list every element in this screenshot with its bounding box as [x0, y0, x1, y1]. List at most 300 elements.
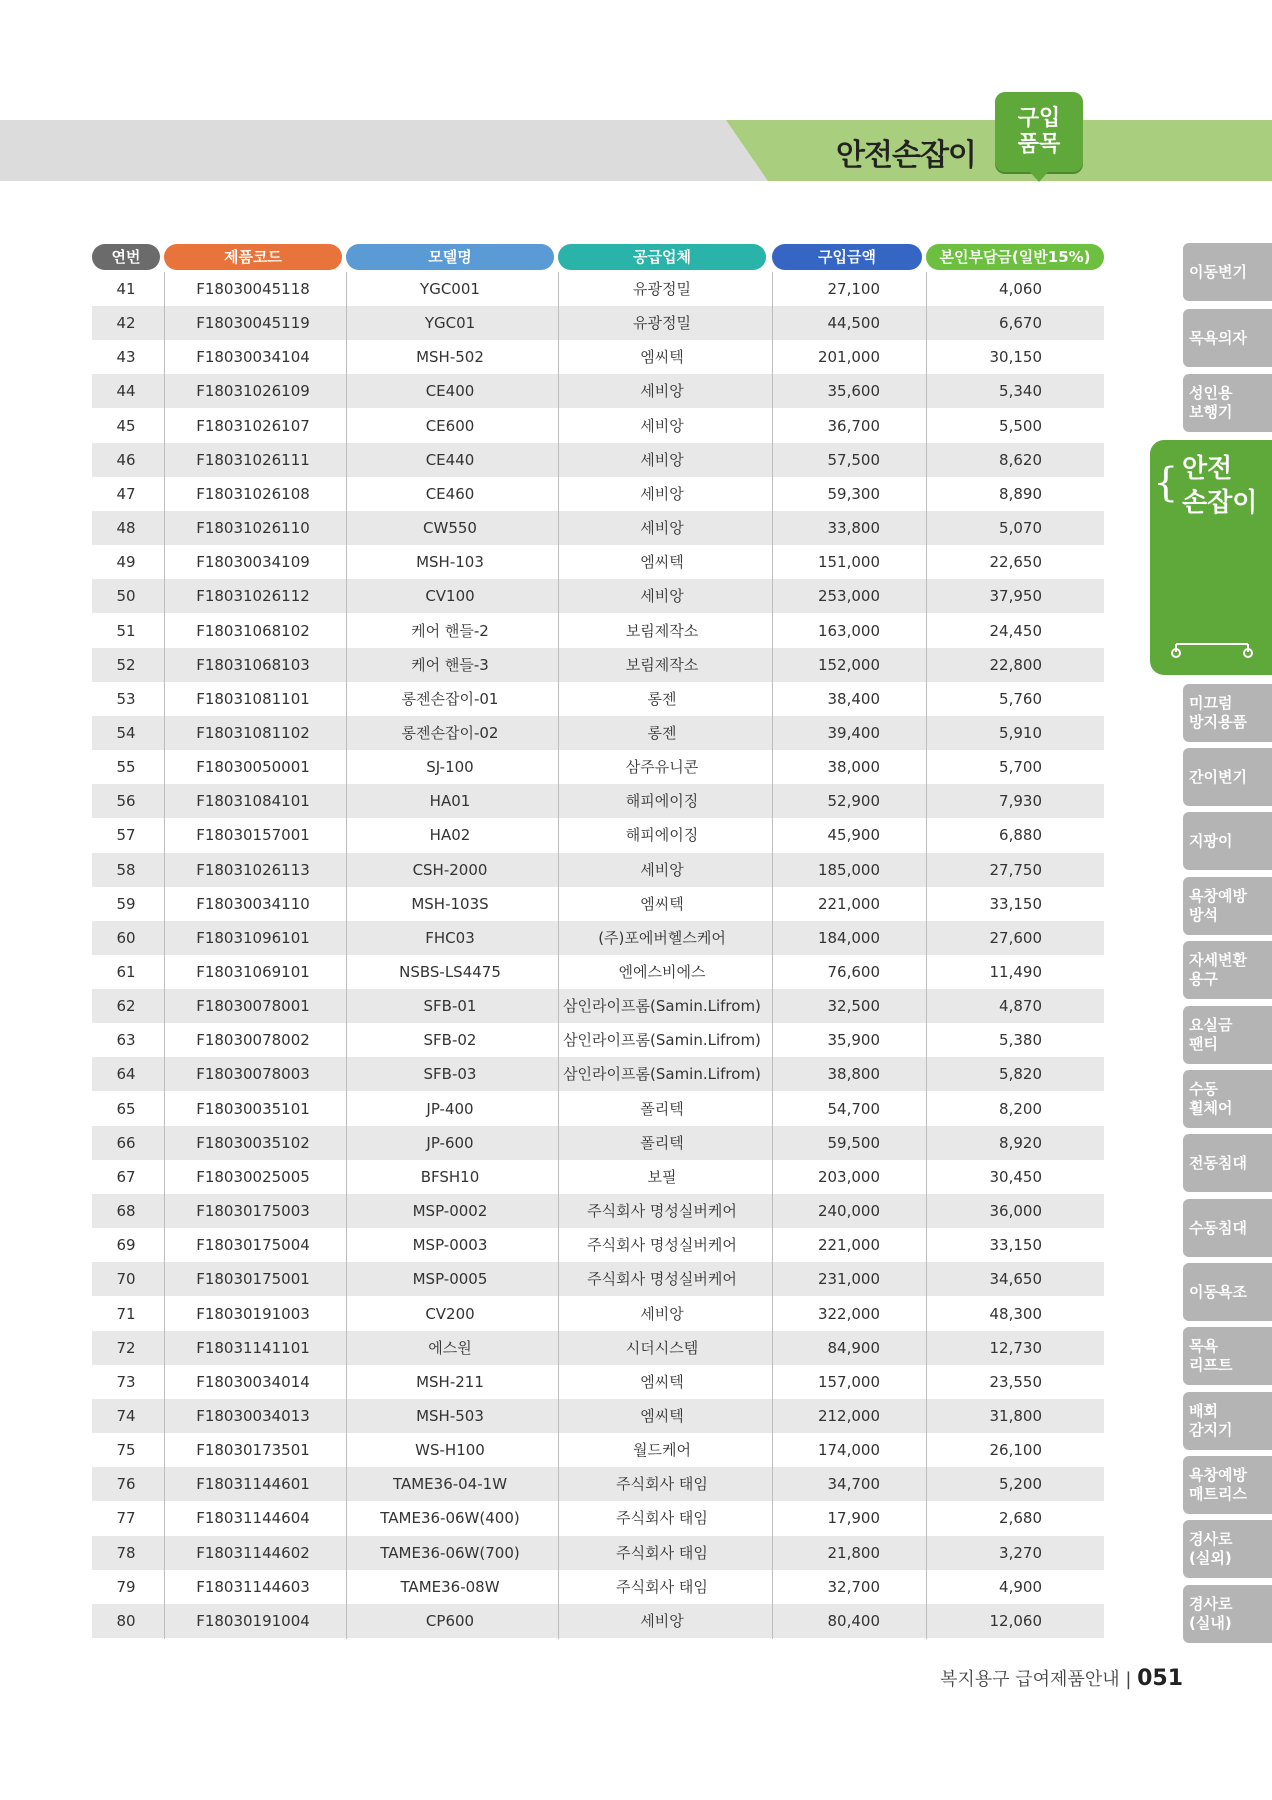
- cell-product-code: F18030175003: [196, 1202, 310, 1221]
- cell-price: 33,800: [827, 519, 880, 538]
- cell-supplier: 세비앙: [640, 382, 684, 401]
- table-row: [92, 750, 1104, 784]
- cell-supplier: 세비앙: [640, 416, 684, 435]
- cell-product-code: F18031026111: [196, 450, 310, 469]
- column-divider: [772, 272, 773, 1639]
- side-tab-line: (실내): [1189, 1614, 1232, 1632]
- cell-model: 케어 핸들-2: [411, 621, 489, 640]
- cell-copay: 8,920: [999, 1133, 1042, 1152]
- cell-product-code: F18030034014: [196, 1372, 310, 1391]
- side-active-line2: 손잡이: [1182, 488, 1258, 518]
- table-row: [92, 1331, 1104, 1365]
- cell-price: 39,400: [827, 723, 880, 742]
- column-divider: [558, 272, 559, 1639]
- cell-no: 48: [116, 519, 136, 538]
- cell-price: 38,800: [827, 1065, 880, 1084]
- side-tab-line: 배회: [1189, 1402, 1218, 1420]
- side-tab-line: 목욕: [1189, 1337, 1218, 1355]
- cell-supplier: 엠씨텍: [640, 553, 684, 572]
- cell-supplier: 세비앙: [640, 1611, 684, 1630]
- side-tab-line: 미끄럼: [1189, 694, 1233, 712]
- cell-model: MSH-502: [416, 348, 484, 367]
- cell-supplier: 주식회사 태임: [616, 1509, 708, 1528]
- cell-supplier: 주식회사 태임: [616, 1543, 708, 1562]
- cell-model: MSH-211: [416, 1372, 484, 1391]
- side-tab[interactable]: [1183, 1327, 1272, 1385]
- cell-copay: 5,910: [999, 723, 1042, 742]
- cell-supplier: 세비앙: [640, 1304, 684, 1323]
- side-tab[interactable]: [1183, 374, 1272, 432]
- side-tab-line: 수동: [1189, 1080, 1218, 1098]
- side-tab-label: [1189, 768, 1247, 787]
- cell-model: CV100: [425, 587, 475, 606]
- cell-product-code: F18031084101: [196, 792, 310, 811]
- cell-no: 64: [116, 1065, 136, 1084]
- cell-copay: 27,600: [989, 928, 1042, 947]
- side-tab-line: 욕창예방: [1189, 1466, 1247, 1484]
- cell-product-code: F18031081102: [196, 723, 310, 742]
- cell-product-code: F18030078003: [196, 1065, 310, 1084]
- table-row: [92, 955, 1104, 989]
- cell-no: 54: [116, 723, 136, 742]
- cell-product-code: F18030050001: [196, 758, 310, 777]
- column-divider: [926, 272, 927, 1639]
- cell-model: CW550: [423, 519, 477, 538]
- cell-no: 72: [116, 1338, 136, 1357]
- cell-model: 에스원: [428, 1338, 472, 1357]
- page-number: 051: [1137, 1666, 1184, 1691]
- table-row: [92, 682, 1104, 716]
- cell-copay: 8,620: [999, 450, 1042, 469]
- table-row: [92, 1467, 1104, 1501]
- table-row: [92, 1194, 1104, 1228]
- side-tab-line: 간이변기: [1189, 767, 1247, 786]
- side-tab-label: [1189, 887, 1247, 925]
- cell-copay: 6,880: [999, 826, 1042, 845]
- cell-model: CE460: [425, 484, 475, 503]
- header-model: 모델명: [346, 244, 554, 270]
- cell-price: 221,000: [817, 894, 880, 913]
- cell-product-code: F18030157001: [196, 826, 310, 845]
- cell-no: 66: [116, 1133, 136, 1152]
- cell-copay: 31,800: [989, 1406, 1042, 1425]
- side-tab-line: 목욕의자: [1189, 328, 1247, 347]
- cell-price: 253,000: [817, 587, 880, 606]
- cell-no: 70: [116, 1270, 136, 1289]
- cell-price: 54,700: [827, 1099, 880, 1118]
- table-row: [92, 1126, 1104, 1160]
- side-tab[interactable]: [1183, 748, 1272, 806]
- cell-copay: 5,700: [999, 758, 1042, 777]
- side-tab[interactable]: [1183, 877, 1272, 935]
- cell-product-code: F18030173501: [196, 1441, 310, 1460]
- table-row: [92, 306, 1104, 340]
- cell-no: 77: [116, 1509, 136, 1528]
- cell-supplier: 해피에이징: [625, 792, 699, 811]
- cell-price: 52,900: [827, 792, 880, 811]
- cell-no: 50: [116, 587, 136, 606]
- cell-price: 84,900: [827, 1338, 880, 1357]
- cell-copay: 4,060: [999, 280, 1042, 298]
- side-tab[interactable]: [1183, 1070, 1272, 1128]
- table-row: [92, 1228, 1104, 1262]
- cell-supplier: 엠씨텍: [640, 1406, 684, 1425]
- cell-product-code: F18030045118: [196, 280, 310, 298]
- cell-supplier: 롱젠: [647, 689, 677, 708]
- column-divider: [346, 272, 347, 1639]
- cell-no: 41: [116, 280, 136, 298]
- cell-copay: 30,450: [989, 1167, 1042, 1186]
- table-row: [92, 1262, 1104, 1296]
- cell-no: 73: [116, 1372, 136, 1391]
- cell-copay: 5,200: [999, 1475, 1042, 1494]
- cell-copay: 5,070: [999, 519, 1042, 538]
- cell-supplier: 주식회사 명성실버케어: [587, 1270, 737, 1289]
- cell-model: MSH-503: [416, 1406, 484, 1425]
- cell-model: CSH-2000: [412, 860, 488, 879]
- cell-supplier: (주)포에버헬스케어: [598, 928, 726, 947]
- cell-no: 45: [116, 416, 136, 435]
- table-row: [92, 1433, 1104, 1467]
- side-tab[interactable]: [1183, 1199, 1272, 1257]
- cell-product-code: F18031026108: [196, 484, 310, 503]
- table-row: [92, 1023, 1104, 1057]
- cell-model: BFSH10: [420, 1167, 480, 1186]
- cell-no: 75: [116, 1441, 136, 1460]
- header-product-code: 제품코드: [164, 244, 342, 270]
- cell-supplier: 주식회사 태임: [616, 1577, 708, 1596]
- table-row: [92, 989, 1104, 1023]
- table-row: [92, 272, 1104, 306]
- cell-model: SJ-100: [426, 758, 474, 777]
- header-price: 구입금액: [772, 244, 922, 270]
- table-row: [92, 409, 1104, 443]
- side-tab[interactable]: [1183, 941, 1272, 999]
- cell-product-code: F18030078001: [196, 997, 310, 1016]
- side-tab[interactable]: [1183, 1585, 1272, 1643]
- table-row: [92, 921, 1104, 955]
- side-tab-label: [1189, 1154, 1247, 1173]
- side-tab-label: [1189, 1595, 1232, 1633]
- cell-no: 80: [116, 1611, 136, 1630]
- cell-no: 57: [116, 826, 136, 845]
- side-tab[interactable]: [1183, 1006, 1272, 1064]
- side-tab-label: [1189, 1219, 1247, 1238]
- cell-product-code: F18030175001: [196, 1270, 310, 1289]
- cell-product-code: F18031144602: [196, 1543, 310, 1562]
- cell-copay: 8,890: [999, 484, 1042, 503]
- side-tab-line: 리프트: [1189, 1356, 1233, 1374]
- cell-model: SFB-03: [423, 1065, 477, 1084]
- cell-price: 32,700: [827, 1577, 880, 1596]
- cell-copay: 5,500: [999, 416, 1042, 435]
- table-header: [92, 244, 1104, 272]
- cell-price: 174,000: [817, 1441, 880, 1460]
- cell-copay: 6,670: [999, 314, 1042, 333]
- cell-price: 17,900: [827, 1509, 880, 1528]
- cell-supplier: 삼인라이프롬(Samin.Lifrom): [563, 1065, 761, 1084]
- cell-no: 60: [116, 928, 136, 947]
- cell-copay: 5,340: [999, 382, 1042, 401]
- cell-model: TAME36-06W(400): [380, 1509, 520, 1528]
- cell-copay: 5,380: [999, 1031, 1042, 1050]
- cell-copay: 33,150: [989, 894, 1042, 913]
- cell-no: 69: [116, 1236, 136, 1255]
- cell-no: 53: [116, 689, 136, 708]
- cell-no: 47: [116, 484, 136, 503]
- cell-copay: 24,450: [989, 621, 1042, 640]
- cell-price: 35,600: [827, 382, 880, 401]
- table-row: [92, 818, 1104, 852]
- cell-copay: 22,650: [989, 553, 1042, 572]
- cell-product-code: F18030034013: [196, 1406, 310, 1425]
- purchase-items-tab: [995, 92, 1083, 172]
- table-row: [92, 579, 1104, 613]
- cell-product-code: F18031026110: [196, 519, 310, 538]
- table-row: [92, 1092, 1104, 1126]
- side-tab-line: 보행기: [1189, 403, 1233, 421]
- cell-no: 68: [116, 1202, 136, 1221]
- cell-model: 롱젠손잡이-02: [401, 723, 499, 742]
- cell-copay: 48,300: [989, 1304, 1042, 1323]
- cell-no: 79: [116, 1577, 136, 1596]
- cell-price: 38,000: [827, 758, 880, 777]
- cell-no: 59: [116, 894, 136, 913]
- header-supplier: 공급업체: [558, 244, 766, 270]
- side-tab[interactable]: [1183, 309, 1272, 367]
- cell-product-code: F18030035101: [196, 1099, 310, 1118]
- table-row: [92, 511, 1104, 545]
- table-row: [92, 374, 1104, 408]
- cell-model: CP600: [425, 1611, 475, 1630]
- table-row: [92, 1536, 1104, 1570]
- cell-no: 58: [116, 860, 136, 879]
- cell-supplier: 해피에이징: [625, 826, 699, 845]
- side-tab-line: 팬티: [1189, 1035, 1218, 1053]
- cell-copay: 37,950: [989, 587, 1042, 606]
- cell-product-code: F18030175004: [196, 1236, 310, 1255]
- cell-price: 76,600: [827, 963, 880, 981]
- cell-copay: 8,200: [999, 1099, 1042, 1118]
- side-tab-line: 욕창예방: [1189, 887, 1247, 905]
- cell-model: SFB-01: [423, 997, 477, 1016]
- side-tab[interactable]: [1183, 812, 1272, 870]
- cell-model: MSP-0003: [412, 1236, 488, 1255]
- cell-price: 57,500: [827, 450, 880, 469]
- side-tab-label: [1189, 1080, 1232, 1118]
- side-active-label: [1182, 452, 1257, 520]
- cell-no: 43: [116, 348, 136, 367]
- cell-model: TAME36-04-1W: [392, 1475, 508, 1494]
- side-tab-label: [1189, 1337, 1232, 1375]
- side-tab-line: 요실금: [1189, 1016, 1233, 1034]
- cell-supplier: 보림제작소: [625, 621, 699, 640]
- side-tab[interactable]: [1183, 684, 1272, 742]
- cell-supplier: 엠씨텍: [640, 1372, 684, 1391]
- grab-bar-icon: [1168, 638, 1256, 658]
- cell-no: 44: [116, 382, 136, 401]
- side-tab-label: [1189, 1466, 1247, 1504]
- cell-model: TAME36-06W(700): [380, 1543, 520, 1562]
- side-tab-label: [1189, 832, 1232, 851]
- cell-price: 157,000: [817, 1372, 880, 1391]
- cell-price: 151,000: [817, 553, 880, 572]
- cell-supplier: 시더시스템: [625, 1338, 699, 1357]
- cell-price: 21,800: [827, 1543, 880, 1562]
- cell-model: YGC001: [420, 280, 480, 298]
- cell-product-code: F18031081101: [196, 689, 310, 708]
- cell-model: YGC01: [424, 314, 476, 333]
- side-tab[interactable]: [1183, 1392, 1272, 1450]
- cell-supplier: 세비앙: [640, 587, 684, 606]
- table-row: [92, 1365, 1104, 1399]
- cell-product-code: F18030078002: [196, 1031, 310, 1050]
- header-no: 연번: [92, 244, 160, 270]
- table-row: [92, 545, 1104, 579]
- cell-no: 74: [116, 1406, 136, 1425]
- cell-model: TAME36-08W: [400, 1577, 500, 1596]
- side-tab-label: [1189, 329, 1247, 348]
- cell-product-code: F18030035102: [196, 1133, 310, 1152]
- cell-model: 롱젠손잡이-01: [401, 689, 499, 708]
- cell-copay: 5,820: [999, 1065, 1042, 1084]
- side-tab[interactable]: [1183, 1134, 1272, 1192]
- side-tab-line: 방지용품: [1189, 713, 1247, 731]
- side-tab[interactable]: [1183, 243, 1272, 301]
- side-tab-line: (실외): [1189, 1549, 1232, 1567]
- side-tab-line: 감지기: [1189, 1421, 1233, 1439]
- cell-model: CV200: [425, 1304, 475, 1323]
- side-tab-label: [1189, 263, 1247, 282]
- cell-product-code: F18030045119: [196, 314, 310, 333]
- side-tab-line: 지팡이: [1189, 831, 1233, 850]
- cell-no: 76: [116, 1475, 136, 1494]
- side-tab-line: 전동침대: [1189, 1153, 1247, 1172]
- cell-supplier: 엔에스비에스: [618, 963, 706, 981]
- product-table: [92, 244, 1104, 1630]
- cell-model: CE600: [425, 416, 475, 435]
- cell-price: 201,000: [817, 348, 880, 367]
- side-tab[interactable]: [1183, 1263, 1272, 1321]
- side-tab[interactable]: [1183, 1520, 1272, 1578]
- side-tab[interactable]: [1183, 1456, 1272, 1514]
- cell-supplier: 월드케어: [633, 1441, 691, 1460]
- cell-price: 212,000: [817, 1406, 880, 1425]
- table-row: [92, 1297, 1104, 1331]
- cell-price: 185,000: [817, 860, 880, 879]
- cell-product-code: F18031026112: [196, 587, 310, 606]
- side-tab-active[interactable]: [1150, 440, 1272, 675]
- cell-product-code: F18031068102: [196, 621, 310, 640]
- cell-price: 59,500: [827, 1133, 880, 1152]
- header-copay: 본인부담금(일반15%): [926, 244, 1104, 270]
- cell-product-code: F18031026113: [196, 860, 310, 879]
- cell-no: 55: [116, 758, 136, 777]
- cell-no: 46: [116, 450, 136, 469]
- cell-supplier: 세비앙: [640, 450, 684, 469]
- cell-price: 36,700: [827, 416, 880, 435]
- cell-supplier: 유광정밀: [633, 280, 691, 298]
- column-divider: [164, 272, 165, 1639]
- cell-price: 45,900: [827, 826, 880, 845]
- page-footer: [940, 1665, 1183, 1691]
- table-row: [92, 887, 1104, 921]
- cell-product-code: F18031069101: [196, 963, 310, 981]
- purchase-tab-line2: 품목: [1017, 132, 1061, 157]
- cell-supplier: 엠씨텍: [640, 894, 684, 913]
- cell-price: 240,000: [817, 1202, 880, 1221]
- cell-price: 35,900: [827, 1031, 880, 1050]
- cell-copay: 23,550: [989, 1372, 1042, 1391]
- cell-supplier: 엠씨텍: [640, 348, 684, 367]
- cell-price: 163,000: [817, 621, 880, 640]
- cell-model: HA01: [429, 792, 471, 811]
- table-row: [92, 853, 1104, 887]
- cell-copay: 12,730: [989, 1338, 1042, 1357]
- cell-price: 34,700: [827, 1475, 880, 1494]
- cell-model: MSH-103S: [411, 894, 489, 913]
- cell-model: 케어 핸들-3: [411, 655, 489, 674]
- side-active-line1: 안전: [1182, 454, 1233, 484]
- side-tab-line: 휠체어: [1189, 1099, 1233, 1117]
- cell-no: 61: [116, 963, 136, 981]
- cell-model: JP-600: [426, 1133, 474, 1152]
- cell-product-code: F18031144601: [196, 1475, 310, 1494]
- cell-copay: 5,760: [999, 689, 1042, 708]
- cell-price: 231,000: [817, 1270, 880, 1289]
- cell-model: HA02: [429, 826, 471, 845]
- cell-no: 78: [116, 1543, 136, 1562]
- cell-supplier: 보림제작소: [625, 655, 699, 674]
- table-row: [92, 477, 1104, 511]
- cell-no: 63: [116, 1031, 136, 1050]
- cell-product-code: F18030034110: [196, 894, 310, 913]
- cell-copay: 26,100: [989, 1441, 1042, 1460]
- cell-supplier: 세비앙: [640, 519, 684, 538]
- side-tab-label: [1189, 1530, 1232, 1568]
- table-row: [92, 784, 1104, 818]
- cell-no: 42: [116, 314, 136, 333]
- cell-price: 221,000: [817, 1236, 880, 1255]
- table-row: [92, 1160, 1104, 1194]
- table-row: [92, 648, 1104, 682]
- purchase-tab-line1: 구입: [1017, 106, 1061, 131]
- cell-product-code: F18031026109: [196, 382, 310, 401]
- cell-product-code: F18031096101: [196, 928, 310, 947]
- cell-no: 49: [116, 553, 136, 572]
- cell-product-code: F18030034109: [196, 553, 310, 572]
- side-tab-line: 수동침대: [1189, 1218, 1247, 1237]
- side-tab-line: 경사로: [1189, 1595, 1233, 1613]
- cell-copay: 12,060: [989, 1611, 1042, 1630]
- cell-price: 322,000: [817, 1304, 880, 1323]
- cell-supplier: 주식회사 명성실버케어: [587, 1202, 737, 1221]
- cell-model: NSBS-LS4475: [399, 963, 501, 981]
- cell-no: 67: [116, 1167, 136, 1186]
- cell-product-code: F18031144604: [196, 1509, 310, 1528]
- cell-supplier: 폴리텍: [640, 1133, 684, 1152]
- table-row: [92, 340, 1104, 374]
- side-tab-line: 자세변환: [1189, 951, 1247, 969]
- cell-copay: 34,650: [989, 1270, 1042, 1289]
- cell-no: 65: [116, 1099, 136, 1118]
- cell-copay: 33,150: [989, 1236, 1042, 1255]
- cell-supplier: 보필: [647, 1167, 677, 1186]
- side-tab-line: 경사로: [1189, 1530, 1233, 1548]
- cell-model: SFB-02: [423, 1031, 477, 1050]
- cell-price: 44,500: [827, 314, 880, 333]
- cell-no: 56: [116, 792, 136, 811]
